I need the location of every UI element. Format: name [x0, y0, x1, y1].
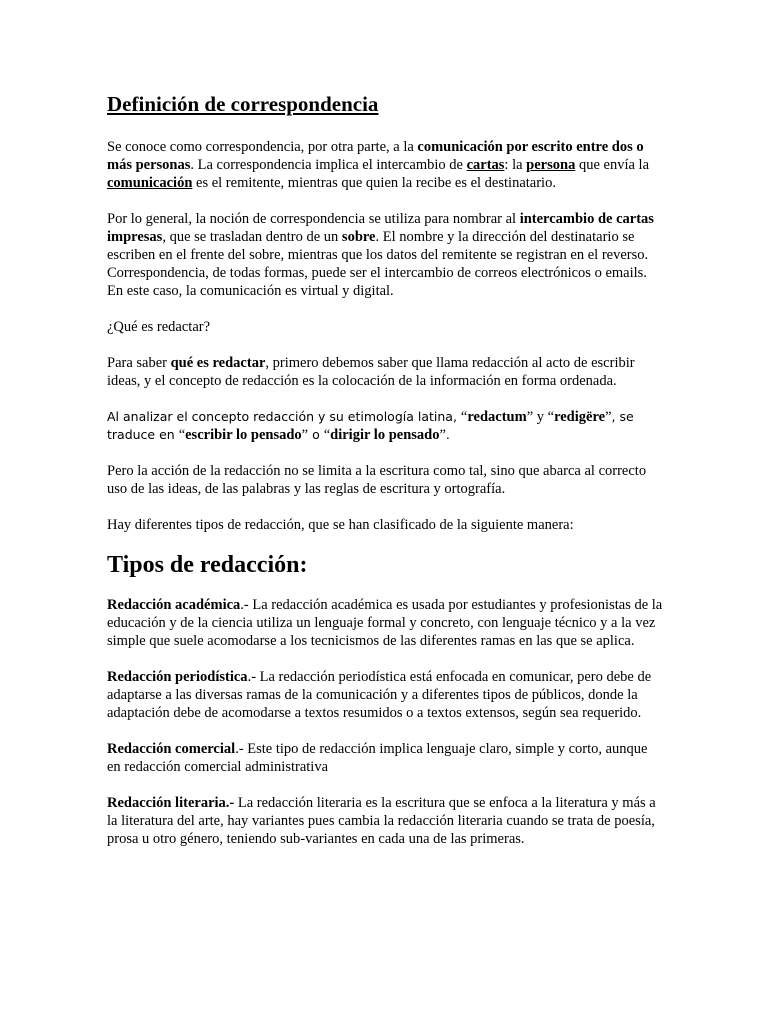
type-term: Redacción periodística — [107, 669, 248, 685]
quote: “ — [178, 427, 186, 443]
question-heading: ¿Qué es redactar? — [107, 319, 211, 335]
text: Al analizar el concepto redacción y su etimología latina, — [107, 409, 461, 424]
text: . El nombre y la dirección del destinatario se escriben en el frente del sobre, mientras que los datos del remitente se registran en el reverso. Correspondencia, de todas formas, puede ser el intercambio de correos electrónicos o emails. En este caso, la comunicación es virtual y digital. — [107, 229, 649, 299]
page-title: Definición de correspondencia — [107, 92, 379, 116]
type-description: La redacción literaria es la escritura que se enfoca a la literatura y más a la literatura del arte, hay variantes pues cambia la redacción literaria cuando se trata de poesía, prosa u otro género, teniendo sub-variantes en cada una de las primeras. — [107, 795, 656, 847]
type-term: Redacción académica — [107, 597, 241, 613]
type-academica — [107, 596, 663, 650]
quote: ” — [301, 427, 309, 443]
text: , primero debemos saber que llama redacción al acto de escribir ideas, y el concepto de redacción es la colocación de la información en forma ordenada. — [107, 355, 635, 389]
text: que envía la — [575, 157, 650, 173]
bold-term: comunicación por escrito entre dos o más personas — [107, 139, 644, 173]
type-periodistica — [107, 668, 663, 722]
paragraph-tipos-intro: Hay diferentes tipos de redacción, que se han clasificado de la siguiente manera: — [107, 517, 574, 533]
bold-term: sobre — [341, 229, 376, 245]
text: Por lo general, la noción de correspondencia se utiliza para nombrar al — [107, 211, 520, 227]
bold-term: escribir lo pensado — [185, 427, 302, 443]
text: es el remitente, mientras que quien la recibe es el destinatario. — [192, 175, 556, 191]
paragraph-accion-redaccion: Pero la acción de la redacción no se limita a la escritura como tal, sino que abarca al correcto uso de las ideas, de las palabras y las reglas de escritura y ortografía. — [107, 463, 647, 497]
section-title: Tipos de redacción: — [107, 552, 308, 578]
text: . — [445, 427, 450, 442]
type-term: Redacción literaria.- — [107, 795, 235, 811]
type-description: .- La redacción periodística está enfocada en comunicar, pero debe de adaptarse a las diversas ramas de la comunicación y a diferentes tipos de públicos, donde la adaptación debe de acomodarse a textos resumidos o a textos extensos, según sea requerido. — [107, 669, 652, 721]
type-description: .- La redacción académica es usada por estudiantes y profesionistas de la educación y de la ciencia utiliza un lenguaje formal y concreto, con lenguaje técnico y a la vez simple que suele acomodarse a los tecnicismos de las diferentes ramas en las que se aplica. — [107, 597, 663, 649]
bold-term: intercambio de cartas impresas — [107, 211, 654, 245]
link-persona[interactable]: persona — [526, 157, 576, 173]
bold-term: qué es redactar — [170, 355, 266, 371]
type-comercial — [107, 740, 663, 776]
bold-term: redactum — [467, 409, 527, 425]
bold-term: dirigir lo pensado — [330, 427, 440, 443]
paragraph-etimologia — [107, 408, 663, 444]
quote: ” — [439, 427, 446, 443]
quote: ” — [605, 409, 612, 425]
type-description: .- Este tipo de redacción implica lenguaje claro, simple y corto, aunque en redacción comercial administrativa — [107, 741, 648, 775]
quote: “ — [460, 409, 468, 425]
text: , que se trasladan dentro de un — [162, 229, 342, 245]
link-comunicacion[interactable]: comunicación — [107, 175, 193, 191]
text: , se traduce en — [107, 409, 634, 442]
quote: “ — [323, 427, 331, 443]
text: o — [308, 427, 324, 442]
document-page — [107, 90, 663, 866]
text: Se conoce como correspondencia, por otra parte, a la — [107, 139, 418, 155]
paragraph-que-es-redactar — [107, 354, 663, 390]
quote: ” y “ — [526, 409, 555, 425]
type-literaria — [107, 794, 663, 848]
paragraph-correspondencia-general — [107, 210, 663, 300]
link-cartas[interactable]: cartas — [466, 157, 505, 173]
text: : la — [504, 157, 527, 173]
paragraph-correspondencia-definition — [107, 138, 663, 192]
type-term: Redacción comercial — [107, 741, 236, 757]
text: . La correspondencia implica el intercambio de — [190, 157, 467, 173]
bold-term: redigëre — [554, 409, 606, 425]
text: Para saber — [107, 355, 171, 371]
